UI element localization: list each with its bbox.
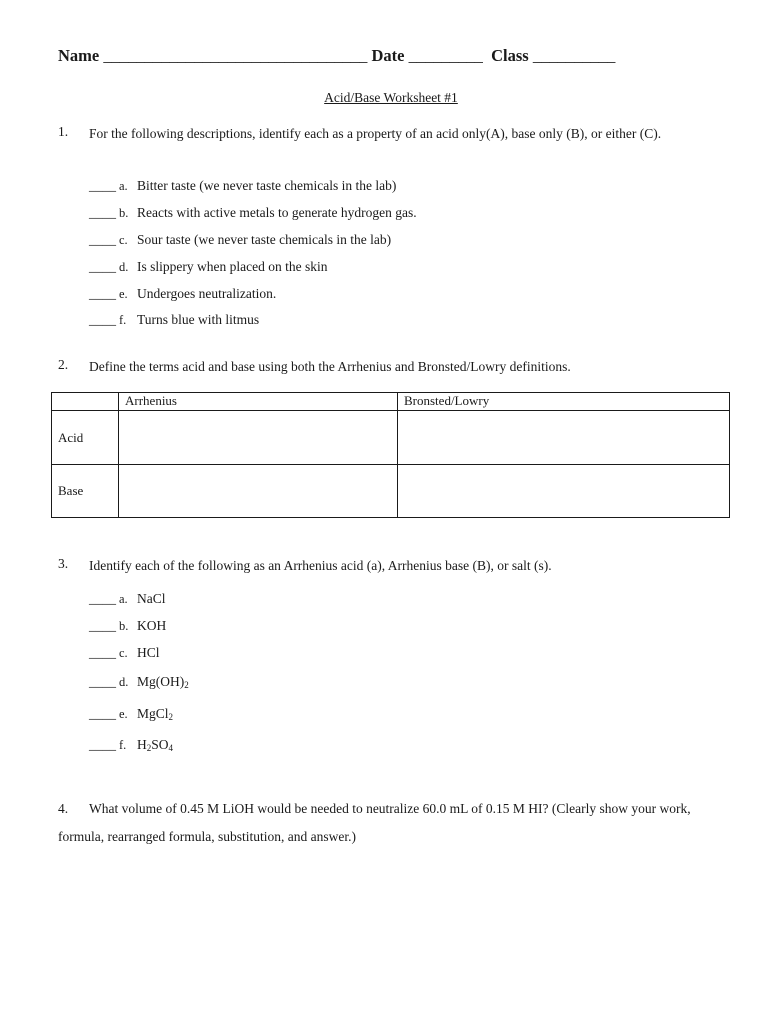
class-blank[interactable]: __________ (532, 46, 616, 65)
item-letter: b. (119, 206, 129, 220)
q2-number: 2. (58, 357, 69, 372)
answer-blank[interactable]: ____ (89, 674, 116, 689)
formula-subscript: 2 (168, 712, 174, 722)
q1-item-e (89, 286, 276, 302)
answer-blank[interactable]: ____ (89, 259, 116, 274)
answer-blank[interactable]: ____ (89, 618, 116, 633)
formula (137, 618, 166, 633)
formula-part: MgCl (137, 706, 169, 721)
item-letter: a. (119, 179, 128, 193)
q3-text: Identify each of the following as an Arrhenius acid (a), Arrhenius base (B), or salt (s). (89, 558, 552, 573)
q1-item-c (89, 232, 391, 248)
answer-blank[interactable]: ____ (89, 706, 116, 721)
formula (137, 591, 166, 606)
q3-item-b (89, 618, 166, 634)
item-text: Is slippery when placed on the skin (137, 259, 328, 274)
formula (137, 706, 173, 721)
q1-item-a (89, 178, 396, 194)
table-row-base (52, 465, 730, 518)
base-arrhenius-cell[interactable] (119, 465, 398, 518)
q1-item-b (89, 205, 417, 221)
class-label: Class (491, 46, 529, 65)
q4-text: What volume of 0.45 M LiOH would be needed to neutralize 60.0 mL of 0.15 M HI? (Clearly show your work, formula, rearranged formula, substitution, and answer.) (58, 801, 691, 844)
definitions-table (51, 392, 730, 518)
q4-block (58, 795, 718, 851)
answer-blank[interactable]: ____ (89, 286, 116, 301)
formula-part: NaCl (137, 591, 166, 606)
base-bronsted-lowry-cell[interactable] (398, 465, 730, 518)
answer-blank[interactable]: ____ (89, 591, 116, 606)
q1-item-f (89, 312, 259, 328)
q3-item-d (89, 674, 189, 690)
formula-part: HCl (137, 645, 160, 660)
q3-item-c (89, 645, 160, 661)
q3-number: 3. (58, 556, 69, 571)
q3-item-e (89, 706, 173, 722)
acid-bronsted-lowry-cell[interactable] (398, 411, 730, 465)
item-letter: e. (119, 287, 128, 301)
item-letter: f. (119, 313, 127, 327)
q1-text: For the following descriptions, identify each as a property of an acid only(A), base only (B), or either (C). (89, 126, 662, 141)
date-label: Date (371, 46, 405, 65)
item-letter: f. (119, 738, 127, 752)
item-letter: d. (119, 675, 129, 689)
q2-text: Define the terms acid and base using both the Arrhenius and Bronsted/Lowry definitions. (89, 359, 571, 374)
row-label-base: Base (52, 465, 119, 518)
formula (137, 674, 189, 689)
formula (137, 737, 173, 752)
answer-blank[interactable]: ____ (89, 178, 116, 193)
item-text: Turns blue with litmus (137, 312, 260, 327)
item-letter: c. (119, 646, 128, 660)
item-text: Reacts with active metals to generate hydrogen gas. (137, 205, 417, 220)
formula-part: KOH (137, 618, 167, 633)
item-letter: c. (119, 233, 128, 247)
answer-blank[interactable]: ____ (89, 312, 116, 327)
worksheet-title: Acid/Base Worksheet #1 (324, 90, 458, 105)
q4-number: 4. (58, 801, 69, 816)
answer-blank[interactable]: ____ (89, 205, 116, 220)
acid-arrhenius-cell[interactable] (119, 411, 398, 465)
row-label-acid: Acid (52, 411, 119, 465)
table-header-bronsted-lowry: Bronsted/Lowry (398, 393, 730, 411)
formula-subscript: 2 (184, 680, 189, 690)
table-row-acid (52, 411, 730, 465)
table-header-row (52, 393, 730, 411)
name-blank[interactable]: ________________________________ (103, 46, 368, 65)
item-letter: e. (119, 707, 128, 721)
item-letter: d. (119, 260, 129, 274)
item-letter: b. (119, 619, 129, 633)
q3-item-f (89, 737, 173, 753)
table-header-blank (52, 393, 119, 411)
formula-part: H (137, 737, 147, 752)
q4-work-area[interactable] (58, 860, 718, 1010)
q1-item-d (89, 259, 327, 275)
answer-blank[interactable]: ____ (89, 737, 116, 752)
item-letter: a. (119, 592, 128, 606)
formula-part: SO (151, 737, 169, 752)
formula-subscript: 4 (168, 743, 174, 753)
student-info-header (58, 46, 615, 66)
formula-subscript: 2 (146, 743, 152, 753)
q1-number: 1. (58, 124, 69, 139)
answer-blank[interactable]: ____ (89, 232, 116, 247)
answer-blank[interactable]: ____ (89, 645, 116, 660)
table-header-arrhenius: Arrhenius (119, 393, 398, 411)
q3-item-a (89, 591, 166, 607)
item-text: Sour taste (we never taste chemicals in the lab) (137, 232, 392, 247)
item-text: Bitter taste (we never taste chemicals in the lab) (137, 178, 397, 193)
name-label: Name (58, 46, 100, 65)
formula (137, 645, 160, 660)
formula-part: Mg(OH) (137, 674, 185, 689)
date-blank[interactable]: _________ (408, 46, 483, 65)
item-text: Undergoes neutralization. (137, 286, 277, 301)
